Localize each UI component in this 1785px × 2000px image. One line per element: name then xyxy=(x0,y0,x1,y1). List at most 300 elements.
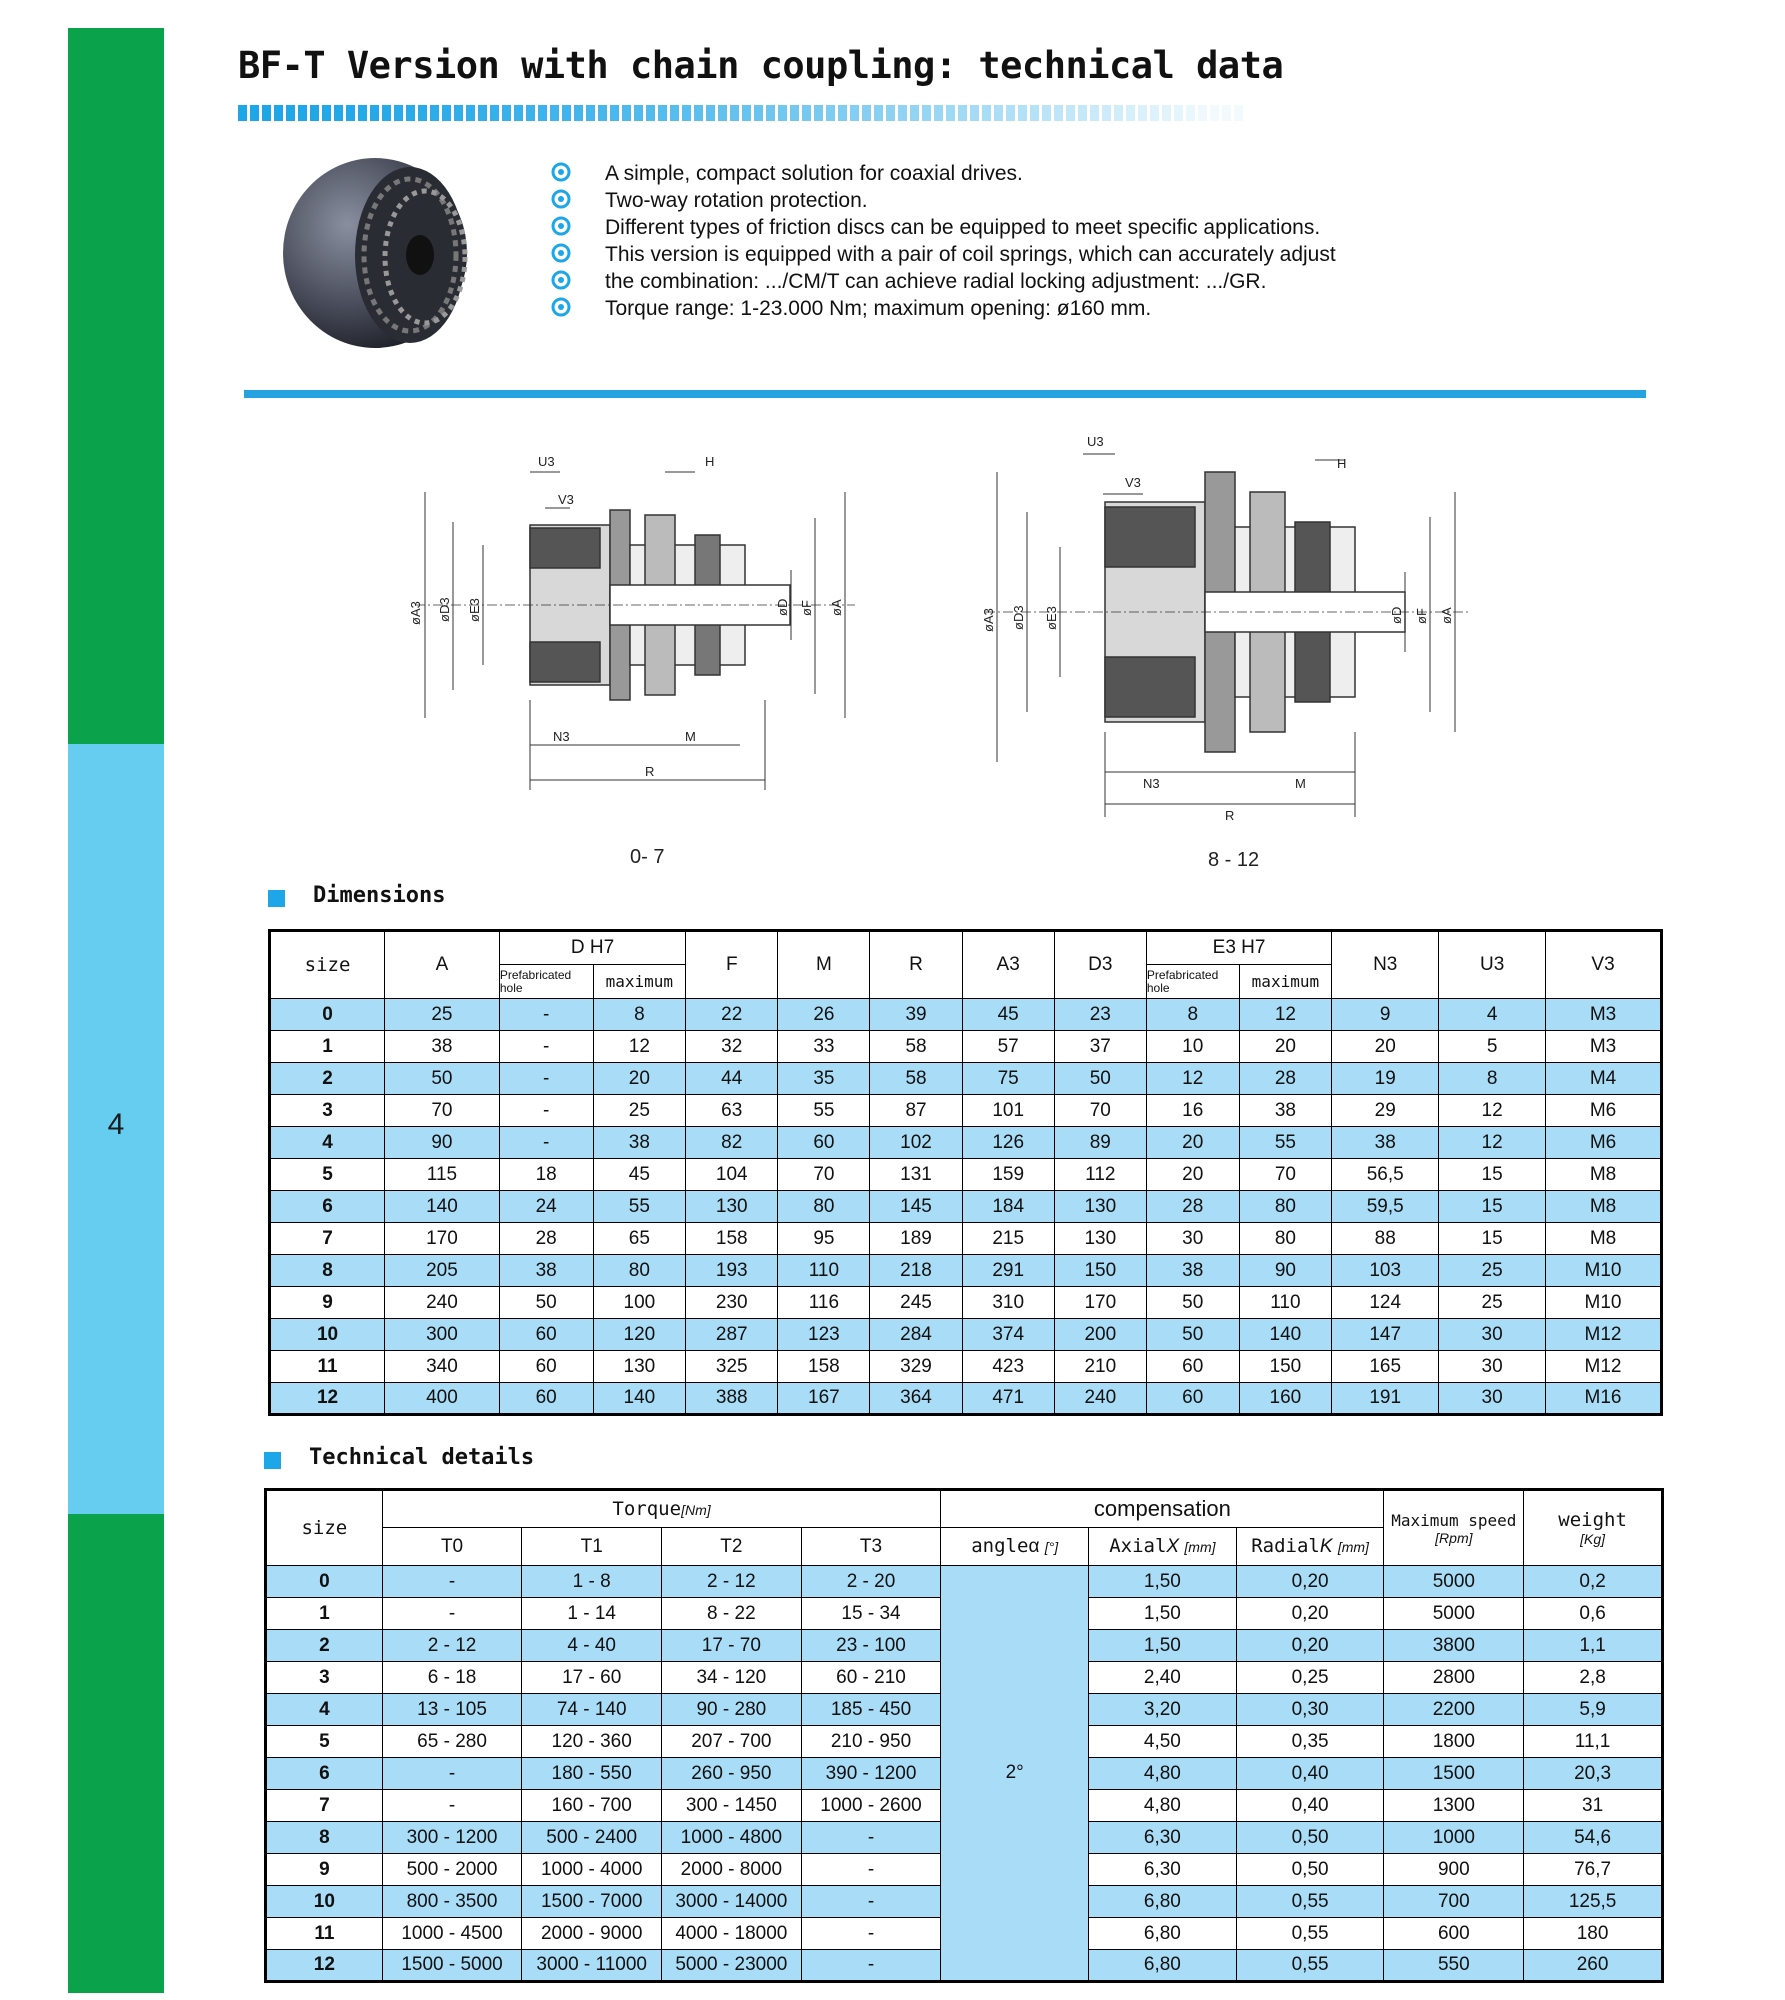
radial-unit: [mm] xyxy=(1337,1539,1369,1555)
table-cell: 130 xyxy=(593,1351,686,1383)
size-cell: 6 xyxy=(266,1758,383,1790)
dash-segment xyxy=(358,105,367,121)
table-cell: 28 xyxy=(499,1223,593,1255)
dash-segment xyxy=(1102,105,1111,121)
table-cell: 30 xyxy=(1439,1319,1546,1351)
table-cell: - xyxy=(382,1566,522,1598)
table-cell: 45 xyxy=(593,1159,686,1191)
table-cell: 130 xyxy=(1054,1223,1146,1255)
table-cell: 2,40 xyxy=(1089,1662,1237,1694)
table-cell: 100 xyxy=(593,1287,686,1319)
header-maximum-e3: maximum xyxy=(1239,965,1332,999)
header-compensation: compensation xyxy=(941,1490,1384,1528)
side-bar-green-bottom xyxy=(68,1514,164,1993)
table-cell: M16 xyxy=(1546,1383,1662,1415)
dash-segment xyxy=(382,105,391,121)
table-cell: 1 - 14 xyxy=(522,1598,662,1630)
table-cell: 103 xyxy=(1332,1255,1439,1287)
table-cell: 19 xyxy=(1332,1063,1439,1095)
header-A: A xyxy=(385,931,500,999)
table-cell: 50 xyxy=(1146,1319,1239,1351)
list-item xyxy=(551,295,1451,322)
table-cell: 20 xyxy=(1239,1031,1332,1063)
dash-segment xyxy=(238,105,247,121)
table-cell: 0,20 xyxy=(1236,1598,1384,1630)
table-cell: 5000 - 23000 xyxy=(662,1950,802,1982)
table-cell: 170 xyxy=(1054,1287,1146,1319)
table-cell: 15 xyxy=(1439,1191,1546,1223)
table-cell: 60 xyxy=(778,1127,870,1159)
table-cell: M8 xyxy=(1546,1159,1662,1191)
list-item-text: Two-way rotation protection. xyxy=(605,189,868,212)
table-row xyxy=(270,999,1662,1031)
table-cell: 50 xyxy=(1054,1063,1146,1095)
size-cell: 10 xyxy=(266,1886,383,1918)
table-cell: 0,55 xyxy=(1236,1950,1384,1982)
label-D3: øD3 xyxy=(1011,605,1026,630)
table-cell: 30 xyxy=(1439,1383,1546,1415)
table-cell: 124 xyxy=(1332,1287,1439,1319)
table-cell: 39 xyxy=(870,999,962,1031)
dash-segment xyxy=(694,105,703,121)
dash-segment xyxy=(766,105,775,121)
table-cell: 9 xyxy=(1332,999,1439,1031)
table-cell: 4,80 xyxy=(1089,1790,1237,1822)
bullet-icon xyxy=(551,189,571,209)
section-divider xyxy=(244,390,1646,398)
table-row xyxy=(270,1319,1662,1351)
section-marker xyxy=(268,890,285,907)
table-cell: 1,50 xyxy=(1089,1598,1237,1630)
dash-segment xyxy=(910,105,919,121)
table-cell: 8 - 22 xyxy=(662,1598,802,1630)
size-cell: 7 xyxy=(266,1790,383,1822)
dash-segment xyxy=(250,105,259,121)
label-F: øF xyxy=(1414,608,1429,624)
table-cell: 500 - 2400 xyxy=(522,1822,662,1854)
header-M: M xyxy=(778,931,870,999)
table-cell: 101 xyxy=(962,1095,1054,1127)
table-cell: 1500 - 7000 xyxy=(522,1886,662,1918)
table-cell: 0,20 xyxy=(1236,1630,1384,1662)
table-cell: 16 xyxy=(1146,1095,1239,1127)
side-color-bar xyxy=(68,28,164,1993)
speed-label: Maximum speed xyxy=(1391,1510,1517,1530)
drawing-caption-left: 0- 7 xyxy=(630,846,665,868)
table-cell: 60 xyxy=(499,1351,593,1383)
weight-unit: [Kg] xyxy=(1580,1531,1606,1547)
table-cell: 158 xyxy=(686,1223,778,1255)
table-cell: 80 xyxy=(778,1191,870,1223)
bullet-icon xyxy=(551,270,571,290)
table-cell: 390 - 1200 xyxy=(801,1758,941,1790)
table-cell: 38 xyxy=(593,1127,686,1159)
label-F: øF xyxy=(799,600,814,616)
dash-segment xyxy=(1234,105,1243,121)
table-cell: 1,50 xyxy=(1089,1566,1237,1598)
dash-segment xyxy=(586,105,595,121)
dash-segment xyxy=(538,105,547,121)
table-cell: 2,8 xyxy=(1524,1662,1663,1694)
table-cell: 150 xyxy=(1054,1255,1146,1287)
dash-segment xyxy=(430,105,439,121)
table-cell: 38 xyxy=(1332,1127,1439,1159)
bullet-icon xyxy=(551,216,571,236)
dash-segment xyxy=(334,105,343,121)
table-cell: 310 xyxy=(962,1287,1054,1319)
header-weight xyxy=(1524,1490,1663,1566)
table-cell: 116 xyxy=(778,1287,870,1319)
table-cell: 388 xyxy=(686,1383,778,1415)
table-cell: 150 xyxy=(1239,1351,1332,1383)
label-N3: N3 xyxy=(553,729,570,744)
table-cell: 5000 xyxy=(1384,1566,1524,1598)
table-cell: 17 - 60 xyxy=(522,1662,662,1694)
size-cell: 3 xyxy=(266,1662,383,1694)
dash-segment xyxy=(670,105,679,121)
table-cell: 25 xyxy=(385,999,500,1031)
dash-segment xyxy=(946,105,955,121)
list-item xyxy=(551,187,1451,214)
table-cell: 12 xyxy=(1439,1095,1546,1127)
feature-list xyxy=(551,160,1451,322)
table-cell: 35 xyxy=(778,1063,870,1095)
table-cell: 6,80 xyxy=(1089,1918,1237,1950)
table-cell: 20 xyxy=(1146,1127,1239,1159)
table-cell: 88 xyxy=(1332,1223,1439,1255)
size-cell: 5 xyxy=(266,1726,383,1758)
table-cell: - xyxy=(801,1854,941,1886)
table-cell: 159 xyxy=(962,1159,1054,1191)
table-row xyxy=(270,1127,1662,1159)
header-size: size xyxy=(266,1490,383,1566)
drawing-caption-right: 8 - 12 xyxy=(1208,849,1260,871)
dash-segment xyxy=(370,105,379,121)
dash-segment xyxy=(406,105,415,121)
dash-segment xyxy=(478,105,487,121)
table-cell: 60 - 210 xyxy=(801,1662,941,1694)
title-dash-bar xyxy=(238,105,1248,121)
dash-segment xyxy=(742,105,751,121)
table-cell: 32 xyxy=(686,1031,778,1063)
table-cell: 33 xyxy=(778,1031,870,1063)
table-cell: 80 xyxy=(1239,1223,1332,1255)
size-cell: 8 xyxy=(270,1255,385,1287)
dash-segment xyxy=(1150,105,1159,121)
dash-segment xyxy=(514,105,523,121)
table-cell: 28 xyxy=(1239,1063,1332,1095)
dash-segment xyxy=(502,105,511,121)
table-cell: 1000 - 4000 xyxy=(522,1854,662,1886)
side-bar-green-top xyxy=(68,28,164,744)
table-row xyxy=(270,1031,1662,1063)
size-cell: 10 xyxy=(270,1319,385,1351)
table-cell: 3800 xyxy=(1384,1630,1524,1662)
table-cell: M8 xyxy=(1546,1191,1662,1223)
table-cell: 80 xyxy=(1239,1191,1332,1223)
header-T3: T3 xyxy=(801,1528,941,1566)
header-maximum: maximum xyxy=(593,965,686,999)
dash-segment xyxy=(850,105,859,121)
dash-segment xyxy=(1066,105,1075,121)
label-D: øD xyxy=(775,598,790,616)
table-cell: 75 xyxy=(962,1063,1054,1095)
table-cell: 245 xyxy=(870,1287,962,1319)
table-cell: 130 xyxy=(1054,1191,1146,1223)
table-cell: 55 xyxy=(593,1191,686,1223)
table-cell: - xyxy=(801,1822,941,1854)
list-item-text: A simple, compact solution for coaxial drives. xyxy=(605,162,1023,185)
table-cell: 89 xyxy=(1054,1127,1146,1159)
table-row xyxy=(270,1383,1662,1415)
table-cell: 70 xyxy=(1054,1095,1146,1127)
table-cell: 45 xyxy=(962,999,1054,1031)
table-cell: 120 xyxy=(593,1319,686,1351)
dash-segment xyxy=(1222,105,1231,121)
label-R: R xyxy=(1225,808,1235,823)
dash-segment xyxy=(286,105,295,121)
table-cell: 131 xyxy=(870,1159,962,1191)
dimensions-heading: Dimensions xyxy=(313,883,446,908)
table-cell: 0,35 xyxy=(1236,1726,1384,1758)
header-DH7: D H7 xyxy=(499,931,685,965)
dash-segment xyxy=(790,105,799,121)
size-cell: 12 xyxy=(270,1383,385,1415)
table-cell: 24 xyxy=(499,1191,593,1223)
table-cell: 30 xyxy=(1439,1351,1546,1383)
table-row xyxy=(270,1223,1662,1255)
table-cell: - xyxy=(499,999,593,1031)
label-D: øD xyxy=(1389,606,1404,624)
table-cell: 300 - 1200 xyxy=(382,1822,522,1854)
table-cell: 180 xyxy=(1524,1918,1663,1950)
table-cell: 60 xyxy=(499,1383,593,1415)
table-cell: 1 - 8 xyxy=(522,1566,662,1598)
dash-segment xyxy=(466,105,475,121)
table-cell: 1000 - 4800 xyxy=(662,1822,802,1854)
dash-segment xyxy=(898,105,907,121)
dash-segment xyxy=(706,105,715,121)
table-cell: 25 xyxy=(1439,1255,1546,1287)
table-row xyxy=(266,1566,1663,1598)
label-A: øA xyxy=(829,599,844,616)
table-cell: 87 xyxy=(870,1095,962,1127)
table-cell: M6 xyxy=(1546,1095,1662,1127)
table-cell: 25 xyxy=(1439,1287,1546,1319)
dash-segment xyxy=(346,105,355,121)
table-cell: 15 xyxy=(1439,1223,1546,1255)
dash-segment xyxy=(562,105,571,121)
dash-segment xyxy=(730,105,739,121)
table-cell: 112 xyxy=(1054,1159,1146,1191)
label-H: H xyxy=(705,454,715,469)
table-cell: 6 - 18 xyxy=(382,1662,522,1694)
dash-segment xyxy=(1174,105,1183,121)
table-cell: 12 xyxy=(1146,1063,1239,1095)
table-cell: 550 xyxy=(1384,1950,1524,1982)
size-cell: 0 xyxy=(270,999,385,1031)
table-cell: 1800 xyxy=(1384,1726,1524,1758)
size-cell: 7 xyxy=(270,1223,385,1255)
table-cell: 38 xyxy=(1239,1095,1332,1127)
bullet-icon xyxy=(551,243,571,263)
label-H: H xyxy=(1337,456,1347,471)
table-cell: 95 xyxy=(778,1223,870,1255)
table-cell: 4,80 xyxy=(1089,1758,1237,1790)
technical-heading: Technical details xyxy=(309,1445,535,1470)
table-cell: 207 - 700 xyxy=(662,1726,802,1758)
table-cell: 0,2 xyxy=(1524,1566,1663,1598)
dash-segment xyxy=(814,105,823,121)
table-cell: 218 xyxy=(870,1255,962,1287)
table-cell: 3,20 xyxy=(1089,1694,1237,1726)
dash-segment xyxy=(442,105,451,121)
table-cell: 184 xyxy=(962,1191,1054,1223)
table-cell: 1500 - 5000 xyxy=(382,1950,522,1982)
dash-segment xyxy=(490,105,499,121)
table-cell: - xyxy=(801,1886,941,1918)
table-cell: 12 xyxy=(593,1031,686,1063)
size-cell: 6 xyxy=(270,1191,385,1223)
header-radial xyxy=(1236,1528,1384,1566)
table-cell: 3000 - 14000 xyxy=(662,1886,802,1918)
table-cell: 240 xyxy=(1054,1383,1146,1415)
table-cell: 140 xyxy=(1239,1319,1332,1351)
table-cell: 4000 - 18000 xyxy=(662,1918,802,1950)
dash-segment xyxy=(418,105,427,121)
dash-segment xyxy=(682,105,691,121)
radial-label: Radial xyxy=(1251,1535,1320,1557)
size-cell: 12 xyxy=(266,1950,383,1982)
table-cell: 471 xyxy=(962,1383,1054,1415)
dash-segment xyxy=(646,105,655,121)
table-cell: 165 xyxy=(1332,1351,1439,1383)
table-cell: 55 xyxy=(1239,1127,1332,1159)
table-cell: 110 xyxy=(1239,1287,1332,1319)
table-cell: - xyxy=(801,1950,941,1982)
table-cell: 11,1 xyxy=(1524,1726,1663,1758)
table-cell: 329 xyxy=(870,1351,962,1383)
size-cell: 3 xyxy=(270,1095,385,1127)
table-cell: 60 xyxy=(499,1319,593,1351)
table-row xyxy=(270,1191,1662,1223)
header-axial xyxy=(1089,1528,1237,1566)
table-row xyxy=(270,1063,1662,1095)
table-cell: 180 - 550 xyxy=(522,1758,662,1790)
label-M: M xyxy=(685,729,696,744)
table-cell: 160 xyxy=(1239,1383,1332,1415)
table-cell: M8 xyxy=(1546,1223,1662,1255)
speed-unit: [Rpm] xyxy=(1435,1529,1473,1546)
table-cell: 34 - 120 xyxy=(662,1662,802,1694)
table-cell: 23 xyxy=(1054,999,1146,1031)
label-N3: N3 xyxy=(1143,776,1160,791)
table-cell: 15 xyxy=(1439,1159,1546,1191)
table-cell: 1300 xyxy=(1384,1790,1524,1822)
table-cell: 0,30 xyxy=(1236,1694,1384,1726)
list-item-text: the combination: .../CM/T can achieve radial locking adjustment: .../GR. xyxy=(605,270,1267,293)
table-cell: M4 xyxy=(1546,1063,1662,1095)
table-cell: M3 xyxy=(1546,999,1662,1031)
axial-symbol: X xyxy=(1166,1536,1180,1557)
table-cell: 125,5 xyxy=(1524,1886,1663,1918)
header-V3: V3 xyxy=(1546,931,1662,999)
table-cell: 20 xyxy=(1332,1031,1439,1063)
table-cell: 120 - 360 xyxy=(522,1726,662,1758)
table-row xyxy=(270,1351,1662,1383)
size-cell: 1 xyxy=(266,1598,383,1630)
table-cell: 189 xyxy=(870,1223,962,1255)
header-R: R xyxy=(870,931,962,999)
table-cell: 160 - 700 xyxy=(522,1790,662,1822)
table-cell: 210 - 950 xyxy=(801,1726,941,1758)
size-cell: 0 xyxy=(266,1566,383,1598)
table-cell: 170 xyxy=(385,1223,500,1255)
header-A3: A3 xyxy=(962,931,1054,999)
table-cell: - xyxy=(499,1127,593,1159)
label-R: R xyxy=(645,764,655,779)
dash-segment xyxy=(1018,105,1027,121)
table-cell: 340 xyxy=(385,1351,500,1383)
table-cell: M3 xyxy=(1546,1031,1662,1063)
table-cell: 90 xyxy=(385,1127,500,1159)
table-cell: 0,50 xyxy=(1236,1854,1384,1886)
table-cell: 23 - 100 xyxy=(801,1630,941,1662)
dash-segment xyxy=(934,105,943,121)
list-item xyxy=(551,241,1451,268)
list-item xyxy=(551,214,1451,241)
dash-segment xyxy=(310,105,319,121)
table-cell: 145 xyxy=(870,1191,962,1223)
table-cell: 400 xyxy=(385,1383,500,1415)
size-cell: 2 xyxy=(266,1630,383,1662)
header-E3H7: E3 H7 xyxy=(1146,931,1331,965)
table-cell: 56,5 xyxy=(1332,1159,1439,1191)
table-cell: 10 xyxy=(1146,1031,1239,1063)
dash-segment xyxy=(598,105,607,121)
table-cell: 2 - 20 xyxy=(801,1566,941,1598)
table-cell: 300 xyxy=(385,1319,500,1351)
table-cell: 65 - 280 xyxy=(382,1726,522,1758)
list-item xyxy=(551,268,1451,295)
dimensions-table xyxy=(268,929,1663,1416)
table-cell: 15 - 34 xyxy=(801,1598,941,1630)
dash-segment xyxy=(1078,105,1087,121)
table-cell: - xyxy=(499,1063,593,1095)
table-cell: 54,6 xyxy=(1524,1822,1663,1854)
dash-segment xyxy=(958,105,967,121)
table-cell: 2000 - 9000 xyxy=(522,1918,662,1950)
table-cell: 260 - 950 xyxy=(662,1758,802,1790)
header-prefabricated-hole-e3: Prefabricated hole xyxy=(1146,965,1239,999)
table-cell: 130 xyxy=(686,1191,778,1223)
table-cell: 0,55 xyxy=(1236,1886,1384,1918)
table-cell: 5 xyxy=(1439,1031,1546,1063)
dash-segment xyxy=(1126,105,1135,121)
table-cell: 4 - 40 xyxy=(522,1630,662,1662)
table-cell: M10 xyxy=(1546,1287,1662,1319)
header-T2: T2 xyxy=(662,1528,802,1566)
table-cell: 74 - 140 xyxy=(522,1694,662,1726)
table-cell: 70 xyxy=(778,1159,870,1191)
dash-segment xyxy=(826,105,835,121)
dash-segment xyxy=(874,105,883,121)
table-cell: 700 xyxy=(1384,1886,1524,1918)
table-cell: - xyxy=(801,1918,941,1950)
table-cell: 2 - 12 xyxy=(382,1630,522,1662)
header-max-speed xyxy=(1384,1490,1524,1566)
header-F: F xyxy=(686,931,778,999)
